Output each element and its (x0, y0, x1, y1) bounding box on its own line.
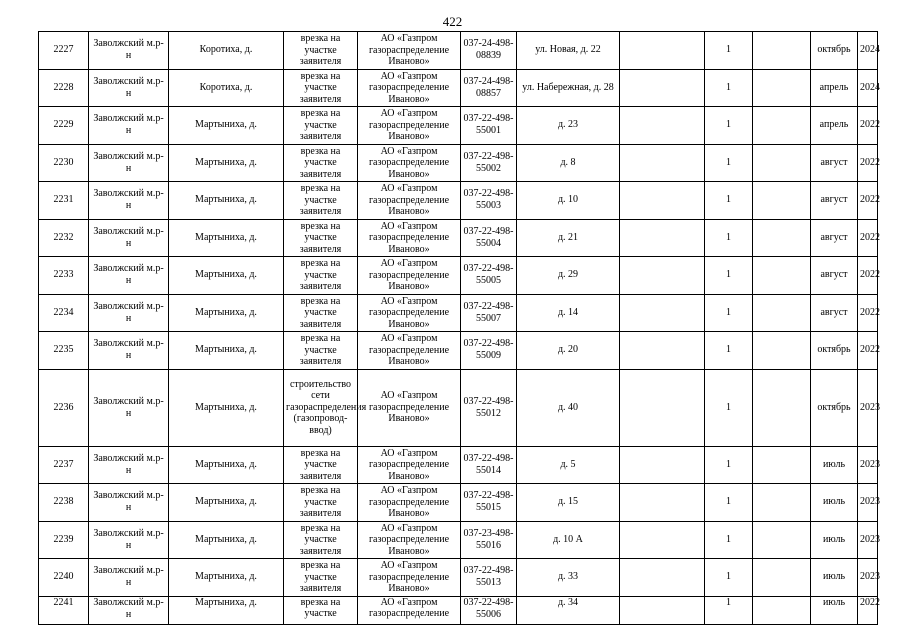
district-cell: Заволжский м.р-н (89, 484, 169, 522)
table-row (39, 559, 878, 597)
month-cell: июль (811, 521, 858, 559)
address-cell: д. 10 (517, 182, 620, 220)
quantity-cell: 1 (705, 294, 753, 332)
quantity-cell: 1 (705, 107, 753, 145)
object-code-cell: 037-22-498-55007 (461, 294, 517, 332)
empty-cell (620, 332, 705, 370)
address-cell: д. 21 (517, 219, 620, 257)
year-cell: 2022 (858, 332, 878, 370)
address-cell: д. 14 (517, 294, 620, 332)
empty-cell (753, 182, 811, 220)
work-type-cell: врезка на участке заявителя (284, 144, 358, 182)
table-row (39, 369, 878, 446)
address-cell: д. 23 (517, 107, 620, 145)
work-type-cell: врезка на участке заявителя (284, 69, 358, 107)
year-cell: 2023 (858, 484, 878, 522)
address-cell: д. 29 (517, 257, 620, 295)
empty-cell (753, 484, 811, 522)
row-number-cell: 2239 (39, 521, 89, 559)
empty-cell (753, 596, 811, 624)
object-code-cell: 037-22-498-55002 (461, 144, 517, 182)
quantity-cell: 1 (705, 257, 753, 295)
year-cell: 2024 (858, 32, 878, 70)
organization-cell: АО «Газпром газораспределение Иваново» (358, 369, 461, 446)
district-cell: Заволжский м.р-н (89, 144, 169, 182)
quantity-cell: 1 (705, 219, 753, 257)
row-number-cell: 2229 (39, 107, 89, 145)
month-cell: октябрь (811, 369, 858, 446)
row-number-cell: 2235 (39, 332, 89, 370)
row-number-cell: 2236 (39, 369, 89, 446)
row-number-cell: 2233 (39, 257, 89, 295)
empty-cell (620, 294, 705, 332)
empty-cell (753, 446, 811, 484)
quantity-cell: 1 (705, 521, 753, 559)
object-code-cell: 037-22-498-55009 (461, 332, 517, 370)
district-cell: Заволжский м.р-н (89, 107, 169, 145)
table-row (39, 182, 878, 220)
table-row (39, 107, 878, 145)
work-type-cell: врезка на участке заявителя (284, 559, 358, 597)
empty-cell (753, 559, 811, 597)
row-number-cell: 2234 (39, 294, 89, 332)
month-cell: апрель (811, 69, 858, 107)
row-number-cell: 2232 (39, 219, 89, 257)
quantity-cell: 1 (705, 369, 753, 446)
object-code-cell: 037-24-498-08857 (461, 69, 517, 107)
table-row (39, 294, 878, 332)
district-cell: Заволжский м.р-н (89, 219, 169, 257)
year-cell: 2024 (858, 69, 878, 107)
organization-cell: АО «Газпром газораспределение Иваново» (358, 182, 461, 220)
empty-cell (753, 257, 811, 295)
empty-cell (753, 144, 811, 182)
organization-cell: АО «Газпром газораспределение Иваново» (358, 484, 461, 522)
year-cell: 2022 (858, 144, 878, 182)
page-number: 422 (442, 14, 463, 29)
year-cell: 2023 (858, 369, 878, 446)
quantity-cell: 1 (705, 69, 753, 107)
quantity-cell: 1 (705, 144, 753, 182)
month-cell: август (811, 144, 858, 182)
district-cell: Заволжский м.р-н (89, 182, 169, 220)
month-cell: апрель (811, 107, 858, 145)
address-cell: д. 8 (517, 144, 620, 182)
settlement-cell: Мартыниха, д. (169, 294, 284, 332)
empty-cell (620, 144, 705, 182)
address-cell: д. 15 (517, 484, 620, 522)
month-cell: июль (811, 446, 858, 484)
organization-cell: АО «Газпром газораспределение Иваново» (358, 69, 461, 107)
district-cell: Заволжский м.р-н (89, 521, 169, 559)
work-type-cell: строительство сети газораспределения (газопровод-ввод) (284, 369, 358, 446)
empty-cell (620, 521, 705, 559)
year-cell: 2023 (858, 446, 878, 484)
table-body (39, 32, 878, 625)
table-row (39, 484, 878, 522)
organization-cell: АО «Газпром газораспределение Иваново» (358, 144, 461, 182)
district-cell: Заволжский м.р-н (89, 446, 169, 484)
object-code-cell: 037-22-498-55005 (461, 257, 517, 295)
work-type-cell: врезка на участке заявителя (284, 107, 358, 145)
table-row (39, 69, 878, 107)
organization-cell: АО «Газпром газораспределение Иваново» (358, 521, 461, 559)
quantity-cell: 1 (705, 32, 753, 70)
quantity-cell: 1 (705, 484, 753, 522)
quantity-cell: 1 (705, 596, 753, 624)
district-cell: Заволжский м.р-н (89, 69, 169, 107)
address-cell: д. 34 (517, 596, 620, 624)
year-cell: 2022 (858, 596, 878, 624)
settlement-cell: Мартыниха, д. (169, 369, 284, 446)
district-cell: Заволжский м.р-н (89, 332, 169, 370)
gas-connection-table (38, 31, 878, 625)
address-cell: д. 10 А (517, 521, 620, 559)
month-cell: июль (811, 559, 858, 597)
address-cell: д. 5 (517, 446, 620, 484)
organization-cell: АО «Газпром газораспределение Иваново» (358, 294, 461, 332)
year-cell: 2023 (858, 559, 878, 597)
settlement-cell: Мартыниха, д. (169, 144, 284, 182)
object-code-cell: 037-22-498-55012 (461, 369, 517, 446)
district-cell: Заволжский м.р-н (89, 294, 169, 332)
empty-cell (753, 332, 811, 370)
empty-cell (620, 484, 705, 522)
empty-cell (620, 559, 705, 597)
organization-cell: АО «Газпром газораспределение Иваново» (358, 219, 461, 257)
month-cell: август (811, 257, 858, 295)
settlement-cell: Мартыниха, д. (169, 332, 284, 370)
object-code-cell: 037-24-498-08839 (461, 32, 517, 70)
empty-cell (753, 219, 811, 257)
work-type-cell: врезка на участке заявителя (284, 332, 358, 370)
row-number-cell: 2237 (39, 446, 89, 484)
month-cell: август (811, 219, 858, 257)
organization-cell: АО «Газпром газораспределение Иваново» (358, 559, 461, 597)
work-type-cell: врезка на участке заявителя (284, 294, 358, 332)
district-cell: Заволжский м.р-н (89, 559, 169, 597)
year-cell: 2022 (858, 107, 878, 145)
month-cell: октябрь (811, 332, 858, 370)
row-number-cell: 2240 (39, 559, 89, 597)
address-cell: д. 33 (517, 559, 620, 597)
organization-cell: АО «Газпром газораспределение Иваново» (358, 107, 461, 145)
row-number-cell: 2228 (39, 69, 89, 107)
month-cell: август (811, 294, 858, 332)
work-type-cell: врезка на участке заявителя (284, 484, 358, 522)
year-cell: 2023 (858, 521, 878, 559)
empty-cell (620, 32, 705, 70)
table-row (39, 446, 878, 484)
settlement-cell: Мартыниха, д. (169, 257, 284, 295)
object-code-cell: 037-22-498-55003 (461, 182, 517, 220)
district-cell: Заволжский м.р-н (89, 32, 169, 70)
address-cell: ул. Набережная, д. 28 (517, 69, 620, 107)
year-cell: 2022 (858, 219, 878, 257)
row-number-cell: 2231 (39, 182, 89, 220)
settlement-cell: Мартыниха, д. (169, 107, 284, 145)
quantity-cell: 1 (705, 446, 753, 484)
settlement-cell: Мартыниха, д. (169, 596, 284, 624)
month-cell: октябрь (811, 32, 858, 70)
empty-cell (753, 521, 811, 559)
empty-cell (753, 107, 811, 145)
work-type-cell: врезка на участке (284, 596, 358, 624)
organization-cell: АО «Газпром газораспределение Иваново» (358, 32, 461, 70)
work-type-cell: врезка на участке заявителя (284, 182, 358, 220)
table-row (39, 596, 878, 624)
work-type-cell: врезка на участке заявителя (284, 219, 358, 257)
empty-cell (620, 107, 705, 145)
settlement-cell: Мартыниха, д. (169, 219, 284, 257)
quantity-cell: 1 (705, 332, 753, 370)
settlement-cell: Коротиха, д. (169, 32, 284, 70)
settlement-cell: Мартыниха, д. (169, 521, 284, 559)
organization-cell: АО «Газпром газораспределение (358, 596, 461, 624)
quantity-cell: 1 (705, 559, 753, 597)
empty-cell (753, 294, 811, 332)
district-cell: Заволжский м.р-н (89, 369, 169, 446)
object-code-cell: 037-23-498-55016 (461, 521, 517, 559)
empty-cell (753, 369, 811, 446)
address-cell: д. 20 (517, 332, 620, 370)
work-type-cell: врезка на участке заявителя (284, 257, 358, 295)
district-cell: Заволжский м.р-н (89, 596, 169, 624)
table-row (39, 257, 878, 295)
table-row (39, 332, 878, 370)
table-row (39, 521, 878, 559)
empty-cell (753, 32, 811, 70)
table-row (39, 144, 878, 182)
work-type-cell: врезка на участке заявителя (284, 521, 358, 559)
work-type-cell: врезка на участке заявителя (284, 446, 358, 484)
empty-cell (620, 182, 705, 220)
object-code-cell: 037-22-498-55004 (461, 219, 517, 257)
object-code-cell: 037-22-498-55006 (461, 596, 517, 624)
object-code-cell: 037-22-498-55015 (461, 484, 517, 522)
quantity-cell: 1 (705, 182, 753, 220)
settlement-cell: Мартыниха, д. (169, 484, 284, 522)
empty-cell (620, 596, 705, 624)
month-cell: июль (811, 484, 858, 522)
year-cell: 2022 (858, 257, 878, 295)
row-number-cell: 2238 (39, 484, 89, 522)
empty-cell (620, 446, 705, 484)
settlement-cell: Мартыниха, д. (169, 182, 284, 220)
object-code-cell: 037-22-498-55001 (461, 107, 517, 145)
settlement-cell: Мартыниха, д. (169, 446, 284, 484)
organization-cell: АО «Газпром газораспределение Иваново» (358, 332, 461, 370)
table-row (39, 32, 878, 70)
year-cell: 2022 (858, 182, 878, 220)
settlement-cell: Мартыниха, д. (169, 559, 284, 597)
empty-cell (620, 369, 705, 446)
work-type-cell: врезка на участке заявителя (284, 32, 358, 70)
empty-cell (753, 69, 811, 107)
settlement-cell: Коротиха, д. (169, 69, 284, 107)
empty-cell (620, 219, 705, 257)
object-code-cell: 037-22-498-55014 (461, 446, 517, 484)
empty-cell (620, 69, 705, 107)
month-cell: август (811, 182, 858, 220)
address-cell: д. 40 (517, 369, 620, 446)
year-cell: 2022 (858, 294, 878, 332)
table-row (39, 219, 878, 257)
month-cell: июль (811, 596, 858, 624)
row-number-cell: 2230 (39, 144, 89, 182)
address-cell: ул. Новая, д. 22 (517, 32, 620, 70)
organization-cell: АО «Газпром газораспределение Иваново» (358, 257, 461, 295)
object-code-cell: 037-22-498-55013 (461, 559, 517, 597)
empty-cell (620, 257, 705, 295)
district-cell: Заволжский м.р-н (89, 257, 169, 295)
row-number-cell: 2241 (39, 596, 89, 624)
row-number-cell: 2227 (39, 32, 89, 70)
organization-cell: АО «Газпром газораспределение Иваново» (358, 446, 461, 484)
